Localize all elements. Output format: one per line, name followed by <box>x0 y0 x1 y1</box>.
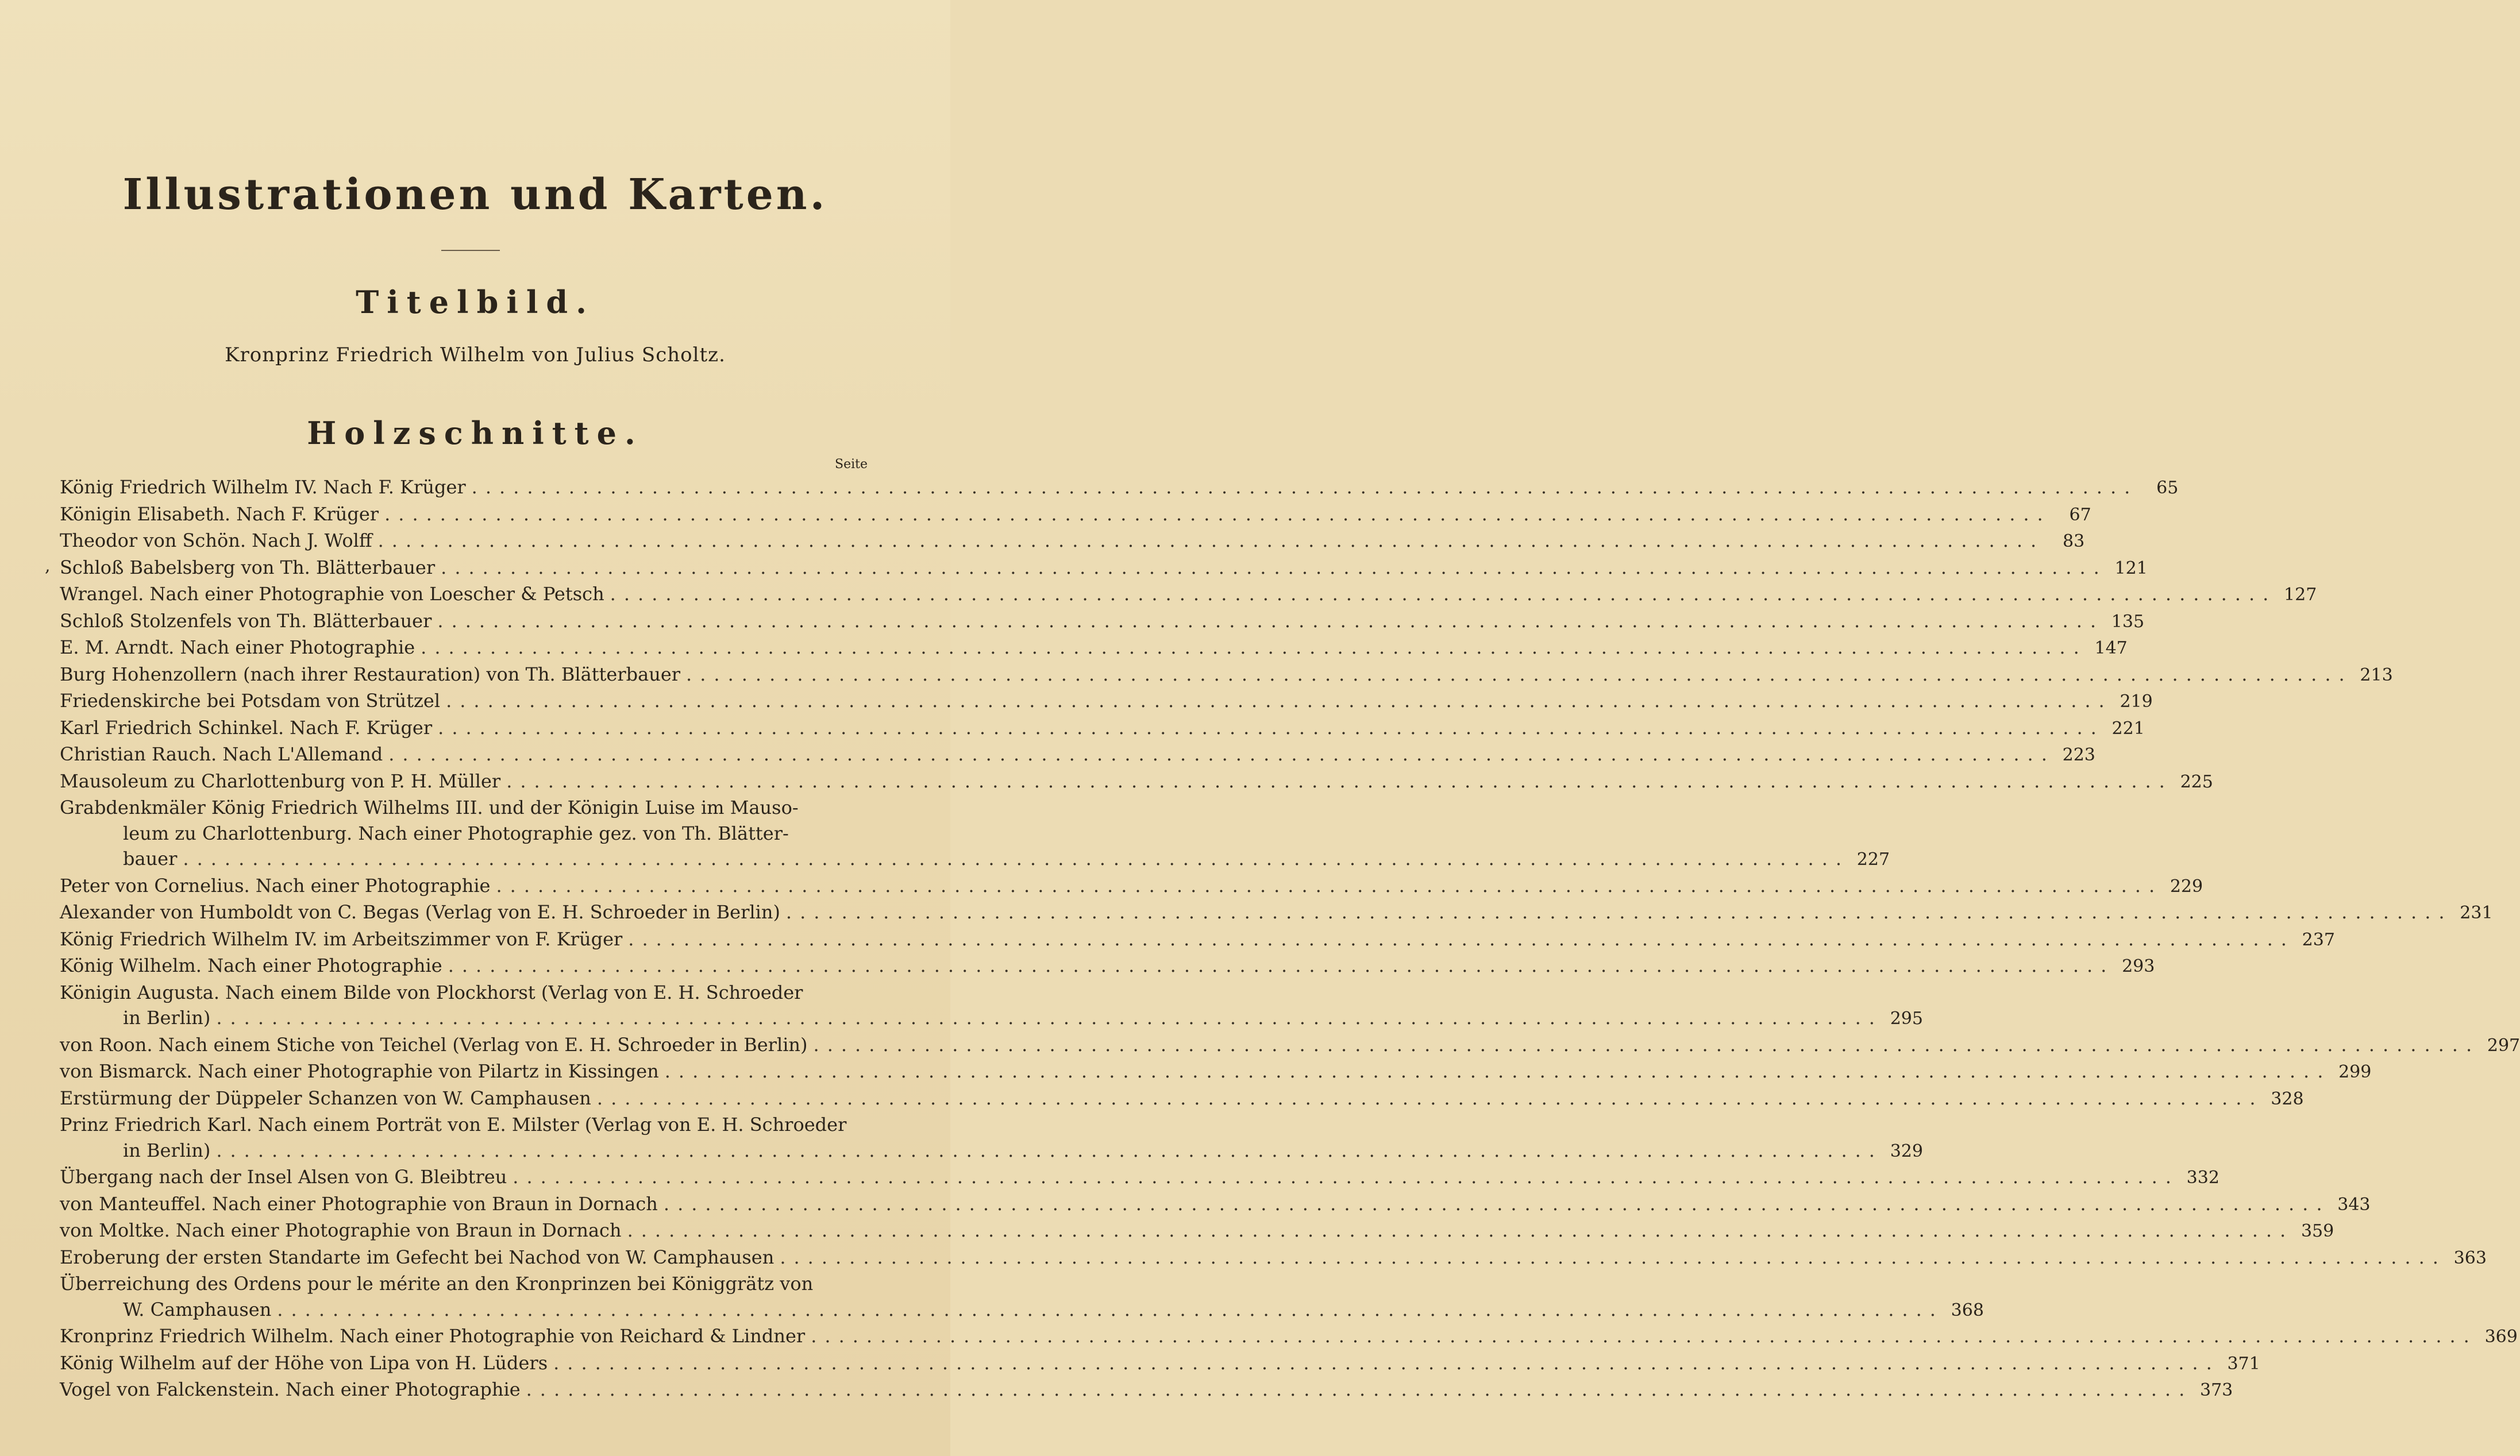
list-item <box>60 1323 2518 1350</box>
list-item <box>60 715 2145 742</box>
page-number: 67 <box>2069 504 2091 525</box>
page-number: 343 <box>2337 1194 2371 1215</box>
entry-text: Kronprinz Friedrich Wilhelm. Nach einer Photographie von Reichard & Lindner <box>60 1325 806 1347</box>
page-number: 359 <box>2301 1221 2334 1241</box>
entry-text: Theodor von Schön. Nach J. Wolff <box>60 530 372 551</box>
entry-text: von Manteuffel. Nach einer Photographie von Braun in Dornach <box>60 1192 658 1215</box>
leader-dots: ........................................................................................................................ <box>628 928 2295 950</box>
entry-line <box>60 1005 1923 1032</box>
entry-line <box>60 581 2317 608</box>
list-item <box>60 662 2393 689</box>
page-number: 227 <box>1856 849 1890 870</box>
entry-text: Friedenskirche bei Potsdam von Strützel <box>60 690 441 712</box>
page-column-label: Seite <box>835 457 868 472</box>
list-item <box>60 1164 2220 1191</box>
leader-dots: ........................................................................................................................ <box>277 1298 1944 1320</box>
entry-line <box>60 1086 2304 1113</box>
page-number: 147 <box>2094 638 2128 658</box>
leader-dots: ........................................................................................................................ <box>183 848 1850 870</box>
leader-dots: ........................................................................................................................ <box>513 1166 2179 1188</box>
entry-line <box>60 980 870 1006</box>
woodcuts-heading: Holzschnitte. <box>307 415 644 451</box>
leader-dots: ........................................................................................................................ <box>663 1192 2330 1215</box>
entry-line <box>60 873 2203 900</box>
entry-text: Königin Elisabeth. Nach F. Krüger <box>60 503 379 525</box>
leader-dots: ........................................................................................................................ <box>780 1246 2446 1268</box>
page-number: 368 <box>1951 1300 1984 1320</box>
list-item <box>60 1271 1984 1323</box>
page-number: 328 <box>2271 1088 2304 1109</box>
page-number: 297 <box>2487 1035 2520 1056</box>
entry-line <box>60 1323 2518 1350</box>
list-item <box>60 980 1923 1032</box>
leader-dots: ........................................................................................................................ <box>664 1060 2332 1082</box>
entry-text: leum zu Charlottenburg. Nach einer Photographie gez. von Th. Blätter- <box>123 822 789 844</box>
list-item <box>60 768 2213 795</box>
entry-line <box>60 1191 2371 1218</box>
entry-line <box>60 1350 2260 1377</box>
entry-line <box>60 608 2145 635</box>
leader-dots: ........................................................................................................................ <box>596 1087 2264 1109</box>
entry-text: Wrangel. Nach einer Photographie von Loescher & Petsch <box>60 583 604 605</box>
leader-dots: ........................................................................................................................ <box>448 955 2115 976</box>
entry-line <box>60 1164 2220 1191</box>
list-item <box>60 1191 2371 1218</box>
leader-dots: ........................................................................................................................ <box>384 503 2051 525</box>
entry-line <box>60 899 2493 926</box>
entry-text: in Berlin) <box>123 1007 211 1029</box>
page-number: 369 <box>2484 1327 2518 1347</box>
margin-mark: , <box>45 556 51 576</box>
leader-dots: ........................................................................................................................ <box>811 1325 2477 1347</box>
page-title: Illustrationen und Karten. <box>122 170 828 219</box>
entry-text: Grabdenkmäler König Friedrich Wilhelms III. und der Königin Luise im Mauso- <box>60 797 799 818</box>
entry-text: Überreichung des Ordens pour le mérite an den Kronprinzen bei Königgrätz von <box>60 1273 814 1295</box>
page-number: 221 <box>2111 718 2145 739</box>
entry-text: W. Camphausen <box>123 1298 272 1320</box>
entry-text: von Roon. Nach einem Stiche von Teichel (Verlag von E. H. Schroeder in Berlin) <box>60 1033 808 1056</box>
leader-dots: ........................................................................................................................ <box>471 476 2138 498</box>
entry-line <box>60 926 2335 953</box>
list-item <box>60 1218 2334 1245</box>
list-item <box>60 688 2153 715</box>
list-item <box>60 1350 2260 1377</box>
list-item <box>60 555 2148 582</box>
list-item <box>60 581 2317 608</box>
entry-text: König Friedrich Wilhelm IV. im Arbeitszimmer von F. Krüger <box>60 928 623 950</box>
entry-line <box>60 953 2155 980</box>
list-item <box>60 873 2203 900</box>
entry-text: von Moltke. Nach einer Photographie von Braun in Dornach <box>60 1219 622 1241</box>
entry-text: König Wilhelm auf der Höhe von Lipa von H. Lüders <box>60 1351 548 1374</box>
entry-line <box>60 768 2213 795</box>
list-item <box>60 635 2128 662</box>
page-number: 83 <box>2063 531 2085 551</box>
list-item <box>60 1377 2233 1404</box>
entry-line <box>60 1112 870 1138</box>
page-number: 299 <box>2338 1062 2372 1082</box>
list-item <box>60 608 2145 635</box>
leader-dots: ........................................................................................................................ <box>437 609 2105 632</box>
leader-dots: ........................................................................................................................ <box>686 663 2353 685</box>
entry-line <box>60 501 2091 528</box>
leader-dots: ........................................................................................................................ <box>813 1033 2480 1056</box>
page-number: 373 <box>2199 1380 2233 1400</box>
leader-dots: ........................................................................................................................ <box>785 901 2453 923</box>
page-number: 371 <box>2227 1353 2260 1374</box>
entry-text: Burg Hohenzollern (nach ihrer Restauration) von Th. Blätterbauer <box>60 663 681 685</box>
entry-line <box>60 1059 2372 1086</box>
list-item <box>60 1059 2372 1086</box>
entry-text: Vogel von Falckenstein. Nach einer Photographie <box>60 1378 521 1400</box>
title-divider <box>441 250 500 251</box>
entry-text: E. M. Arndt. Nach einer Photographie <box>60 636 415 658</box>
page-number: 332 <box>2186 1168 2220 1188</box>
entry-line <box>60 474 2179 501</box>
leader-dots: ........................................................................................................................ <box>496 874 2163 897</box>
entry-line <box>60 741 2095 768</box>
page-number: 295 <box>1890 1009 1923 1029</box>
page-number: 65 <box>2156 478 2179 498</box>
entry-line <box>60 1271 870 1297</box>
entry-text: Mausoleum zu Charlottenburg von P. H. Müller <box>60 770 501 792</box>
entry-text: Schloß Stolzenfels von Th. Blätterbauer <box>60 609 432 632</box>
list-item <box>60 474 2179 501</box>
leader-dots: ........................................................................................................................ <box>446 690 2113 712</box>
entry-line <box>60 1032 2520 1059</box>
entry-line <box>60 846 1890 873</box>
leader-dots: ........................................................................................................................ <box>388 743 2055 765</box>
entry-line <box>60 1297 1984 1324</box>
entry-line <box>60 555 2148 582</box>
page-number: 237 <box>2302 929 2335 950</box>
page-number: 225 <box>2180 771 2213 792</box>
leader-dots: ........................................................................................................................ <box>377 530 2045 551</box>
entry-text: Übergang nach der Insel Alsen von G. Bleibtreu <box>60 1166 507 1188</box>
entry-text: Karl Friedrich Schinkel. Nach F. Krüger <box>60 716 433 739</box>
entry-line <box>60 1218 2334 1245</box>
entry-text: Peter von Cornelius. Nach einer Photographie <box>60 874 491 897</box>
page-number: 223 <box>2062 745 2095 765</box>
list-item <box>60 953 2155 980</box>
page-number: 121 <box>2114 558 2148 578</box>
frontispiece-heading: Titelbild. <box>356 284 595 320</box>
entry-text: König Friedrich Wilhelm IV. Nach F. Krüger <box>60 476 466 498</box>
leader-dots: ........................................................................................................................ <box>438 716 2105 739</box>
leader-dots: ........................................................................................................................ <box>216 1007 1883 1029</box>
entry-text: Schloß Babelsberg von Th. Blätterbauer <box>60 556 436 578</box>
list-item <box>60 1245 2487 1272</box>
entry-line <box>60 1245 2487 1272</box>
leader-dots: ........................................................................................................................ <box>627 1219 2294 1241</box>
entry-line <box>60 635 2128 662</box>
page-number: 231 <box>2460 903 2493 923</box>
list-item <box>60 741 2095 768</box>
list-item <box>60 1112 1923 1164</box>
leader-dots: ........................................................................................................................ <box>553 1351 2220 1374</box>
entry-line <box>60 1138 1923 1165</box>
entry-line <box>60 688 2153 715</box>
list-item <box>60 926 2335 953</box>
page-number: 127 <box>2284 585 2317 605</box>
frontispiece-caption: Kronprinz Friedrich Wilhelm von Julius Scholtz. <box>225 343 726 366</box>
entry-text: Eroberung der ersten Standarte im Gefecht bei Nachod von W. Camphausen <box>60 1246 775 1268</box>
leader-dots: ........................................................................................................................ <box>421 636 2087 658</box>
list-item <box>60 501 2091 528</box>
entry-line <box>60 795 870 821</box>
page-number: 229 <box>2170 876 2203 897</box>
page-number: 135 <box>2111 611 2145 632</box>
page-number: 293 <box>2122 956 2155 976</box>
list-item <box>60 528 2085 555</box>
leader-dots: ........................................................................................................................ <box>441 556 2107 578</box>
entry-text: Alexander von Humboldt von C. Begas (Verlag von E. H. Schroeder in Berlin) <box>60 901 780 923</box>
list-item <box>60 899 2493 926</box>
leader-dots: ........................................................................................................................ <box>526 1378 2193 1400</box>
leader-dots: ........................................................................................................................ <box>506 770 2173 792</box>
entry-text: Königin Augusta. Nach einem Bilde von Plockhorst (Verlag von E. H. Schroeder <box>60 981 803 1003</box>
entry-line <box>60 821 870 847</box>
list-item <box>60 1086 2304 1113</box>
entry-line <box>60 528 2085 555</box>
entry-text: König Wilhelm. Nach einer Photographie <box>60 955 442 976</box>
page-number: 219 <box>2120 692 2153 712</box>
entry-text: von Bismarck. Nach einer Photographie von Pilartz in Kissingen <box>60 1060 659 1082</box>
entry-text: Prinz Friedrich Karl. Nach einem Porträt von E. Milster (Verlag von E. H. Schroeder <box>60 1114 847 1136</box>
page-number: 329 <box>1890 1141 1923 1161</box>
entry-line <box>60 715 2145 742</box>
entry-text: Christian Rauch. Nach L'Allemand <box>60 743 383 765</box>
list-item <box>60 1032 2520 1059</box>
page-number: 213 <box>2360 665 2393 685</box>
leader-dots: ........................................................................................................................ <box>610 583 2277 605</box>
entry-text: in Berlin) <box>123 1139 211 1161</box>
entry-text: Erstürmung der Düppeler Schanzen von W. Camphausen <box>60 1087 591 1109</box>
entry-line <box>60 662 2393 689</box>
entry-line <box>60 1377 2233 1404</box>
list-item <box>60 795 1890 873</box>
page-number: 363 <box>2453 1248 2487 1268</box>
woodcut-list <box>60 474 2520 1404</box>
leader-dots: ........................................................................................................................ <box>216 1139 1883 1161</box>
entry-text: bauer <box>123 848 178 870</box>
